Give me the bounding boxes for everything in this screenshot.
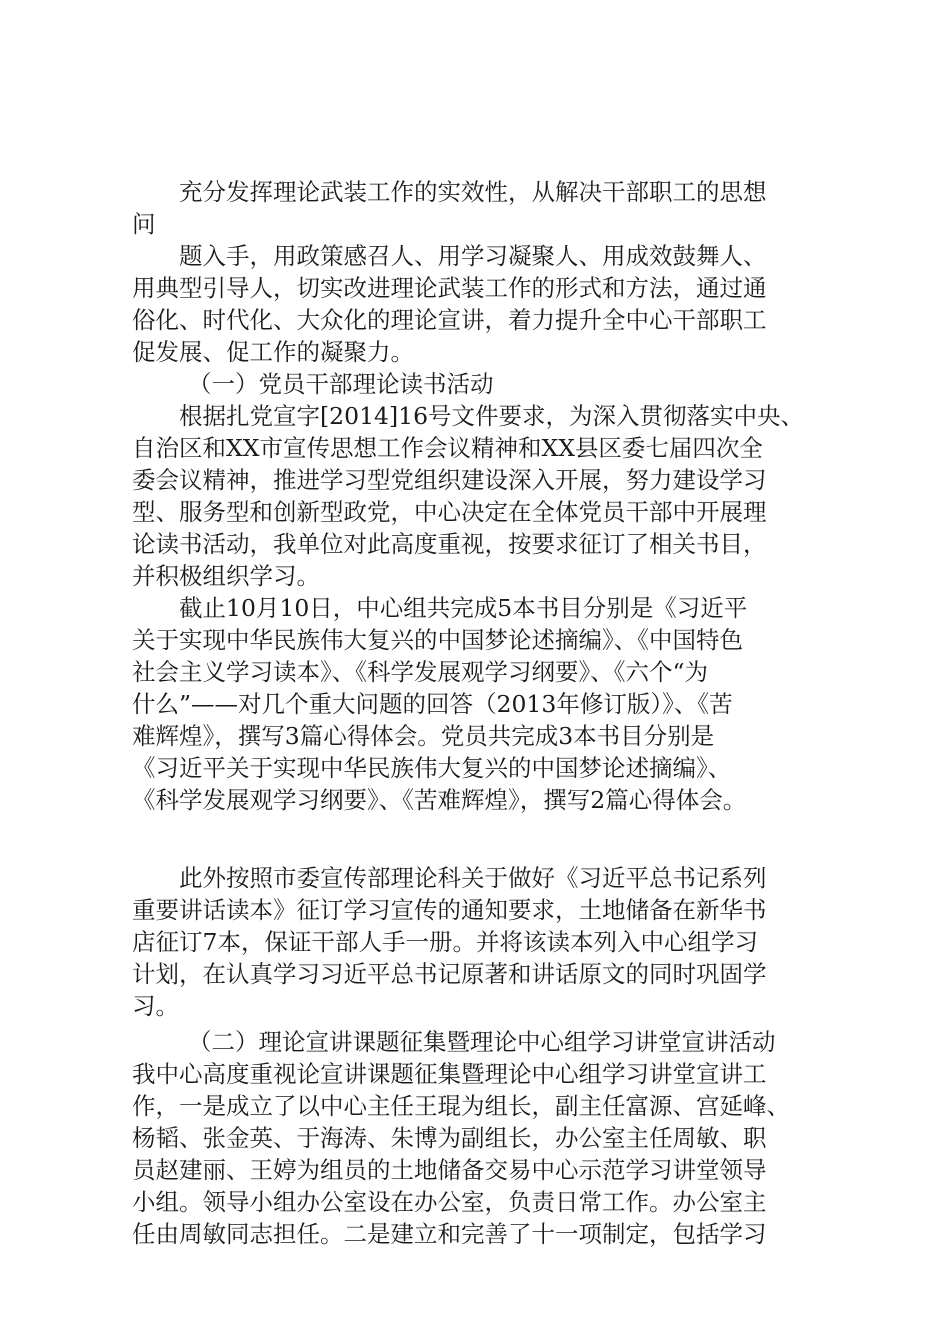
paragraph-line: 关于实现中华民族伟大复兴的中国梦论述摘编》、《中国特色 bbox=[132, 626, 743, 654]
paragraph-line: 问 bbox=[132, 210, 156, 238]
paragraph-line: 用典型引导人，切实改进理论武装工作的形式和方法，通过通 bbox=[132, 274, 767, 302]
paragraph-line: 委会议精神，推进学习型党组织建设深入开展，努力建设学习 bbox=[132, 466, 767, 494]
paragraph-line: 重要讲话读本》征订学习宣传的通知要求，土地储备在新华书 bbox=[132, 896, 767, 924]
paragraph-line: 《科学发展观学习纲要》、《苦难辉煌》，撰写2篇心得体会。 bbox=[132, 786, 747, 814]
paragraph-line: 作，一是成立了以中心主任王琨为组长，副主任富源、宫延峰、 bbox=[132, 1092, 790, 1120]
paragraph-line: 充分发挥理论武装工作的实效性，从解决干部职工的思想 bbox=[179, 178, 767, 206]
paragraph-line: 题入手，用政策感召人、用学习凝聚人、用成效鼓舞人、 bbox=[179, 242, 767, 270]
document-body bbox=[132, 176, 852, 1250]
paragraph-line: 什么”——对几个重大问题的回答（2013年修订版）》、《苦 bbox=[132, 690, 733, 718]
paragraph-line: 任由周敏同志担任。二是建立和完善了十一项制定，包括学习 bbox=[132, 1220, 767, 1248]
paragraph-line: 截止10月10日，中心组共完成5本书目分别是《习近平 bbox=[179, 594, 748, 622]
paragraph-line: 店征订7本，保证干部人手一册。并将该读本列入中心组学习 bbox=[132, 928, 758, 956]
paragraph-line: 促发展、促工作的凝聚力。 bbox=[132, 338, 414, 366]
paragraph-line: 论读书活动，我单位对此高度重视，按要求征订了相关书目， bbox=[132, 530, 767, 558]
paragraph-line: 杨韬、张金英、于海涛、朱博为副组长，办公室主任周敏、职 bbox=[132, 1124, 767, 1152]
paragraph-line: 俗化、时代化、大众化的理论宣讲，着力提升全中心干部职工 bbox=[132, 306, 767, 334]
section-heading: （一）党员干部理论读书活动 bbox=[188, 370, 494, 398]
paragraph-line: 根据扎党宣字[2014]16号文件要求，为深入贯彻落实中央、 bbox=[179, 402, 805, 430]
paragraph-line: 社会主义学习读本》、《科学发展观学习纲要》、《六个“为 bbox=[132, 658, 709, 686]
paragraph-gap bbox=[132, 816, 852, 862]
paragraph-line: 此外按照市委宣传部理论科关于做好《习近平总书记系列 bbox=[179, 864, 767, 892]
paragraph-line: 小组。领导小组办公室设在办公室，负责日常工作。办公室主 bbox=[132, 1188, 767, 1216]
paragraph-line: 习。 bbox=[132, 992, 179, 1020]
paragraph-line: 型、服务型和创新型政党，中心决定在全体党员干部中开展理 bbox=[132, 498, 767, 526]
paragraph-line: 《习近平关于实现中华民族伟大复兴的中国梦论述摘编》、 bbox=[132, 754, 732, 782]
paragraph-line: 计划，在认真学习习近平总书记原著和讲话原文的同时巩固学 bbox=[132, 960, 767, 988]
section-heading: （二）理论宣讲课题征集暨理论中心组学习讲堂宣讲活动 bbox=[188, 1028, 776, 1056]
paragraph-line: 并积极组织学习。 bbox=[132, 562, 320, 590]
paragraph-line: 员赵建丽、王婷为组员的土地储备交易中心示范学习讲堂领导 bbox=[132, 1156, 767, 1184]
paragraph-line: 我中心高度重视论宣讲课题征集暨理论中心组学习讲堂宣讲工 bbox=[132, 1060, 767, 1088]
paragraph-line: 自治区和XX市宣传思想工作会议精神和XX县区委七届四次全 bbox=[132, 434, 763, 462]
paragraph-line: 难辉煌》，撰写3篇心得体会。党员共完成3本书目分别是 bbox=[132, 722, 715, 750]
